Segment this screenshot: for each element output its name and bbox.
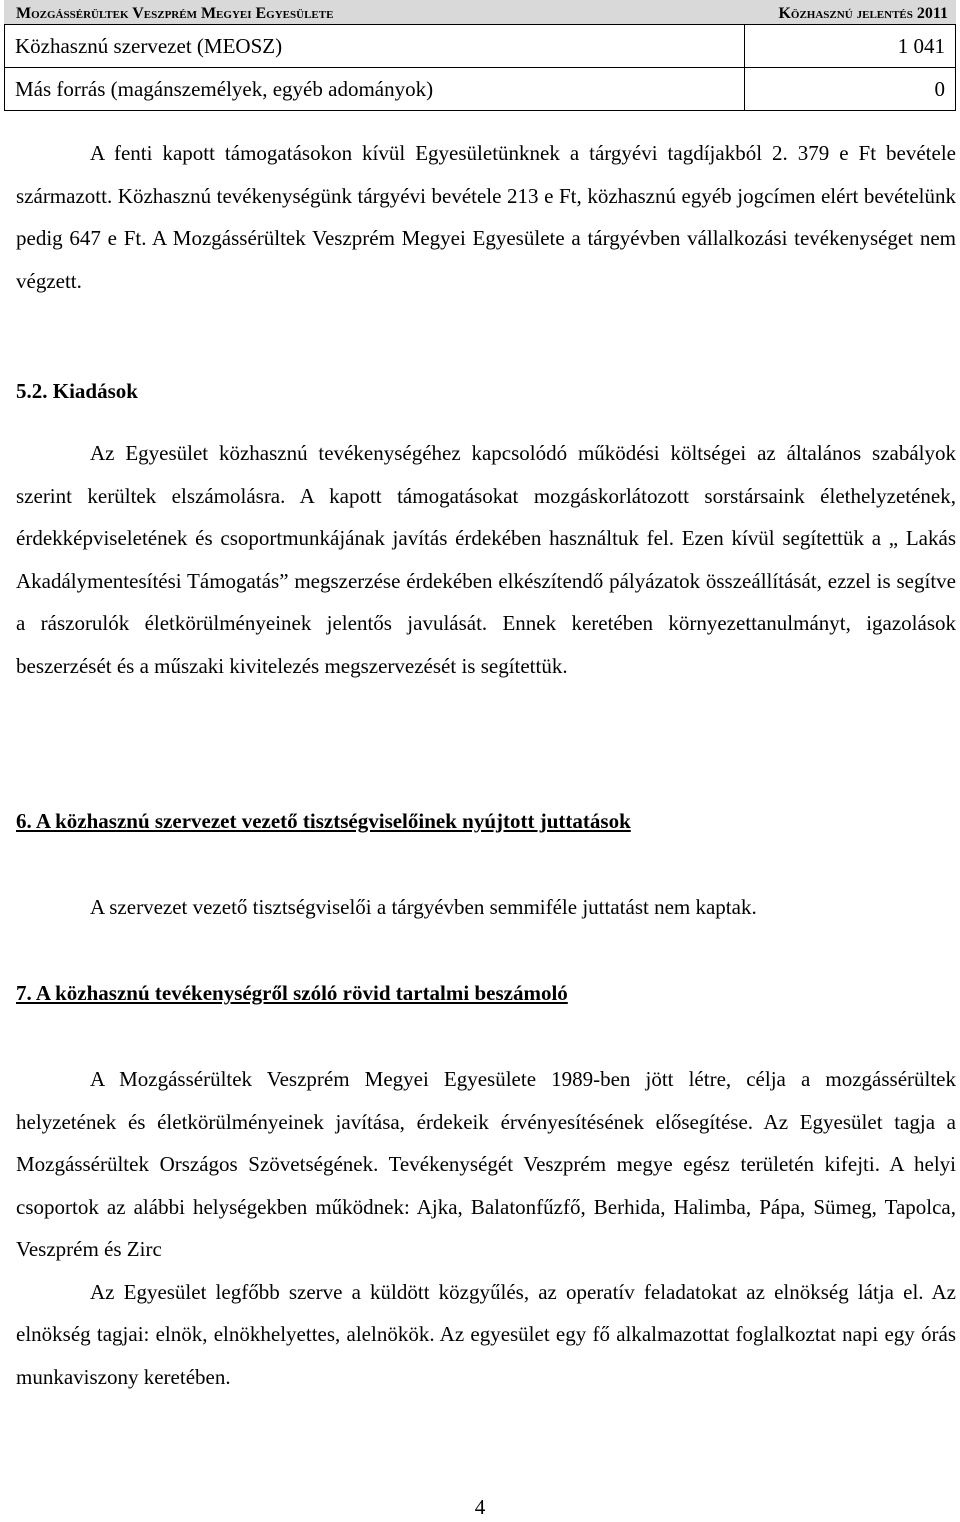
section-heading-6: 6. A közhasznú szervezet vezető tisztségviselőinek nyújtott juttatások — [16, 809, 631, 833]
table-cell-label: Közhasznú szervezet (MEOSZ) — [5, 25, 745, 68]
paragraph-text: A Mozgássérültek Veszprém Megyei Egyesülete 1989-ben jött létre, célja a mozgássérültek helyzetének és életkörülményeinek javítása, érdekeik érvényesítésének elősegítése. Az Egyesület tagja a Mozgássérültek Országos Szövetségének. Tevékenységét Veszprém megye egész területén kifejti. A helyi csoportok az alábbi helységekben működnek: Ajka, Balatonfűzfő, Berhida, Halimba, Pápa, Sümeg, Tapolca, Veszprém és Zirc — [16, 1067, 956, 1261]
expenses-paragraph — [16, 432, 956, 687]
header-report-title: Közhasznú jelentés 2011 — [778, 5, 948, 22]
section-heading-7: 7. A közhasznú tevékenységről szóló rövid tartalmi beszámoló — [16, 981, 568, 1005]
paragraph-text: Az Egyesület legfőbb szerve a küldött közgyűlés, az operatív feladatokat az elnökség látja el. Az elnökség tagjai: elnök, elnökhelyettes, alelnökök. Az egyesület egy fő alkalmazottat foglalkoztat napi egy órás munkaviszony keretében. — [16, 1279, 956, 1389]
table-cell-label: Más forrás (magánszemélyek, egyéb adományok) — [5, 68, 745, 111]
table-row — [5, 68, 956, 111]
funding-table — [4, 24, 956, 111]
income-paragraph — [16, 132, 956, 302]
paragraph-text: A fenti kapott támogatásokon kívül Egyesületünknek a tárgyévi tagdíjakból 2. 379 e Ft bevétele származott. Közhasznú tevékenységünk tárgyévi bevétele 213 e Ft, közhasznú egyéb jogcímen elért bevételünk pedig 647 e Ft. A Mozgássérültek Veszprém Megyei Egyesülete a tárgyévben vállalkozási tevékenységet nem végzett. — [16, 141, 956, 293]
table-row — [5, 25, 956, 68]
header-organization: Mozgássérültek Veszprém Megyei Egyesülete — [16, 5, 334, 22]
table-cell-value: 1 041 — [745, 25, 956, 68]
page-header — [4, 0, 956, 24]
benefits-paragraph: A szervezet vezető tisztségviselői a tárgyévben semmiféle juttatást nem kaptak. — [90, 895, 757, 919]
table-cell-value: 0 — [745, 68, 956, 111]
summary-paragraph — [16, 1058, 956, 1398]
section-heading-5-2: 5.2. Kiadások — [16, 379, 138, 403]
page-number: 4 — [474, 1495, 486, 1519]
paragraph-text: Az Egyesület közhasznú tevékenységéhez kapcsolódó működési költségei az általános szabályok szerint kerültek elszámolásra. A kapott támogatásokat mozgáskorlátozott sorstársaink élethelyzetének, érdekképviseletének és csoportmunkájának javítás érdekében használtuk fel. Ezen kívül segítettük a „ Lakás Akadálymentesítési Támogatás” megszerzése érdekében elkészítendő pályázatok összeállítását, ezzel is segítve a rászorulók életkörülményeinek jelentős javulását. Ennek keretében környezettanulmányt, igazolások beszerzését és a műszaki kivitelezés megszervezését is segítettük. — [16, 441, 956, 678]
